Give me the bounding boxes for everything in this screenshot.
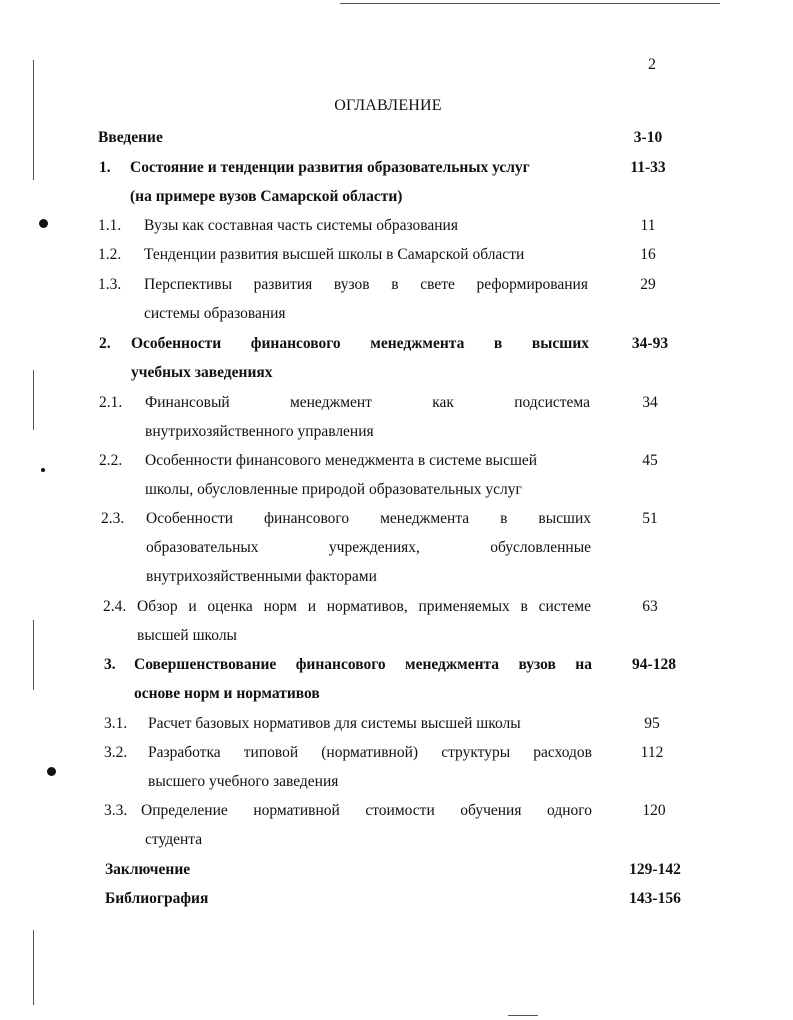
toc-entry-title-line: внутрихозяйственного управления	[145, 423, 374, 440]
scan-left-line	[33, 620, 34, 690]
toc-entry-title-line: системы образования	[144, 305, 286, 322]
toc-entry-pages: 120	[642, 802, 666, 819]
scan-bottom-line	[508, 1015, 538, 1016]
scan-left-line	[33, 370, 34, 430]
toc-entry-pages: 29	[640, 276, 656, 293]
toc-entry-number: 2.2.	[99, 452, 123, 469]
toc-entry-title-line: учебных заведениях	[131, 364, 273, 381]
toc-entry-number: 2.3.	[101, 510, 125, 527]
toc-title: ОГЛАВЛЕНИЕ	[334, 97, 442, 114]
toc-entry-pages: 95	[644, 715, 660, 732]
ink-blot	[41, 468, 45, 472]
toc-entry-pages: 34	[642, 394, 658, 411]
toc-entry-title-line: Особенности финансового менеджмента в высших	[131, 335, 589, 352]
toc-entry-number: 3.	[104, 656, 116, 673]
toc-entry-number: 3.2.	[104, 744, 128, 761]
toc-entry-title-line: Финансовый менеджмент как подсистема	[145, 394, 590, 411]
toc-entry-title: Введение	[98, 129, 163, 146]
toc-entry-pages: 11-33	[630, 159, 666, 176]
toc-entry-number: 2.	[99, 335, 111, 352]
toc-entry-number: 1.1.	[98, 217, 122, 234]
toc-entry-number: 1.3.	[98, 276, 122, 293]
toc-entry-number: 1.2.	[98, 246, 122, 263]
page-number: 2	[648, 56, 656, 73]
toc-entry-title: Библиография	[105, 890, 209, 907]
toc-entry-number: 3.1.	[104, 715, 128, 732]
scan-left-line	[33, 60, 34, 180]
ink-blot	[39, 219, 48, 228]
toc-entry-number: 1.	[99, 159, 111, 176]
toc-entry-pages: 112	[640, 744, 664, 761]
toc-entry-title-line: Тенденции развития высшей школы в Самарской области	[144, 246, 525, 263]
toc-entry-pages: 143-156	[629, 890, 681, 907]
toc-entry-pages: 45	[642, 452, 658, 469]
toc-entry-title-line: Разработка типовой (нормативной) структуры расходов	[148, 744, 592, 761]
scan-top-line	[340, 3, 720, 4]
toc-entry-number: 3.3.	[104, 802, 128, 819]
scan-left-line	[33, 930, 34, 1005]
toc-entry-title-line: высшего учебного заведения	[148, 773, 339, 790]
toc-entry-title-line: Состояние и тенденции развития образовательных услуг	[130, 159, 530, 176]
toc-entry-pages: 11	[640, 217, 656, 234]
toc-entry-title-line: основе норм и нормативов	[134, 685, 320, 702]
toc-entry-pages: 63	[642, 598, 658, 615]
toc-entry-title-line: студента	[145, 831, 203, 848]
toc-entry-title-line: высшей школы	[137, 627, 237, 644]
toc-entry-title-line: Вузы как составная часть системы образования	[144, 217, 458, 234]
toc-entry-pages: 94-128	[632, 656, 676, 673]
toc-entry-title-line: Особенности финансового менеджмента в высших	[146, 510, 591, 527]
toc-entry-pages: 16	[640, 246, 656, 263]
toc-entry-pages: 3-10	[633, 129, 663, 146]
toc-entry-title-line: школы, обусловленные природой образовательных услуг	[145, 481, 522, 498]
toc-entry-title-line: образовательных учреждениях, обусловленные	[146, 539, 591, 556]
toc-entry-title-line: внутрихозяйственными факторами	[146, 568, 377, 585]
toc-entry-pages: 51	[642, 510, 658, 527]
toc-entry-pages: 34-93	[631, 335, 669, 352]
toc-entry-title-line: Особенности финансового менеджмента в системе высшей	[145, 452, 538, 469]
ink-blot	[47, 767, 56, 776]
toc-entry-title-line: Совершенствование финансового менеджмента вузов на	[134, 656, 592, 673]
toc-entry-title-line: (на примере вузов Самарской области)	[130, 188, 403, 205]
toc-entry-pages: 129-142	[629, 861, 681, 878]
toc-entry-title: Заключение	[105, 861, 191, 878]
toc-entry-title-line: Определение нормативной стоимости обучения одного	[141, 802, 592, 819]
toc-entry-number: 2.4.	[103, 598, 127, 615]
toc-entry-title-line: Расчет базовых нормативов для системы высшей школы	[148, 715, 521, 732]
toc-entry-title-line: Обзор и оценка норм и нормативов, применяемых в системе	[137, 598, 591, 615]
toc-entry-title-line: Перспективы развития вузов в свете реформирования	[144, 276, 588, 293]
toc-entry-number: 2.1.	[99, 394, 123, 411]
